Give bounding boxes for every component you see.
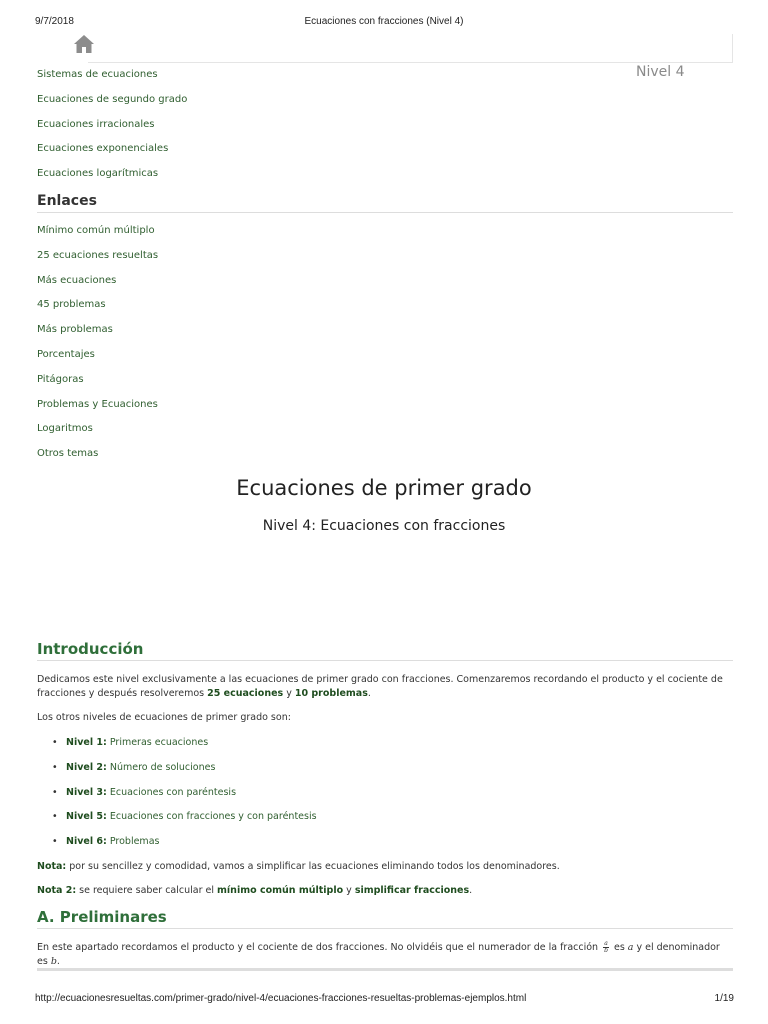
intro-paragraph	[37, 673, 733, 701]
level-desc: Problemas	[106, 836, 160, 848]
home-icon	[73, 34, 95, 54]
intro-text-end: .	[367, 688, 371, 699]
note-1-text: por su sencillez y comodidad, vamos a simplificar las ecuaciones eliminando todos los denominadores.	[66, 861, 560, 872]
content-bottom-divider	[37, 968, 733, 971]
level-indicator: Nivel 4	[636, 64, 685, 80]
nav-item-sistemas[interactable]	[37, 68, 187, 93]
link-mas-problemas[interactable]: Más problemas	[37, 324, 113, 336]
note-2-conj: y	[343, 885, 355, 896]
link-mcm[interactable]: Mínimo común múltiplo	[37, 225, 155, 236]
note-2-text: se requiere saber calcular el	[76, 885, 218, 896]
print-document-title: Ecuaciones con fracciones (Nivel 4)	[304, 16, 464, 27]
level-item-5[interactable]	[52, 810, 317, 835]
print-page-number: 1/19	[714, 993, 734, 1004]
bullet-icon: •	[52, 761, 58, 773]
print-footer	[0, 993, 768, 1009]
link-25-ecuaciones[interactable]: 25 ecuaciones resueltas	[37, 249, 159, 261]
levels-intro: Los otros niveles de ecuaciones de primer grado son:	[37, 712, 291, 723]
links-divider	[37, 212, 733, 213]
note-2-label: Nota 2:	[37, 885, 77, 896]
level-label: Nivel 6:	[66, 836, 107, 848]
bullet-icon: •	[52, 786, 58, 798]
var-b: b	[50, 956, 57, 967]
nav-item-label: Ecuaciones exponenciales	[37, 143, 169, 155]
fraction-a-over-b	[603, 941, 609, 954]
note-1	[37, 860, 733, 874]
levels-list	[52, 736, 317, 860]
nav-item-label: Ecuaciones logarítmicas	[37, 168, 159, 180]
prelim-heading: A. Preliminares	[37, 908, 167, 926]
note-2	[37, 884, 733, 898]
link-otros-temas[interactable]: Otros temas	[37, 448, 99, 460]
prelim-text: En este apartado recordamos el producto y el cociente de dos fracciones. No olvidéis que el numerador de la fracción	[37, 942, 602, 953]
print-date: 9/7/2018	[35, 16, 74, 27]
bullet-icon: •	[52, 811, 58, 823]
level-label: Nivel 5:	[66, 811, 107, 823]
link-10-problemas-inline[interactable]: 10 problemas	[294, 688, 368, 699]
fraction-denominator: b	[604, 947, 608, 954]
nav-item-exponenciales[interactable]	[37, 142, 187, 167]
link-mas-ecuaciones[interactable]: Más ecuaciones	[37, 274, 117, 286]
link-pitagoras[interactable]: Pitágoras	[37, 373, 84, 385]
level-label: Nivel 1:	[66, 737, 107, 748]
level-label: Nivel 3:	[66, 786, 107, 798]
nav-item-label: Sistemas de ecuaciones	[37, 69, 158, 80]
link-logaritmos[interactable]: Logaritmos	[37, 423, 93, 435]
link-problemas-ecuaciones[interactable]: Problemas y Ecuaciones	[37, 398, 158, 410]
note-1-label: Nota:	[37, 861, 67, 872]
page-title: Ecuaciones de primer grado	[236, 476, 532, 500]
link-25-ecuaciones-inline[interactable]: 25 ecuaciones	[207, 688, 284, 699]
nav-item-irracionales[interactable]	[37, 118, 187, 143]
prelim-divider	[37, 928, 733, 929]
link-45-problemas[interactable]: 45 problemas	[37, 299, 106, 311]
level-item-2[interactable]	[52, 761, 317, 786]
nav-item-label: Ecuaciones irracionales	[37, 118, 155, 130]
intro-divider	[37, 660, 733, 661]
prelim-text-mid: es	[610, 942, 628, 953]
intro-text: Dedicamos este nivel exclusivamente a las ecuaciones de primer grado con fracciones. Comenzaremos recordando el producto y el cociente de fracciones y después resolveremos	[37, 674, 723, 699]
link-porcentajes[interactable]: Porcentajes	[37, 348, 95, 360]
level-desc: Ecuaciones con paréntesis	[106, 786, 237, 798]
home-button[interactable]	[73, 34, 95, 54]
level-desc: Primeras ecuaciones	[106, 737, 209, 748]
nav-item-segundo-grado[interactable]	[37, 93, 187, 118]
bullet-icon: •	[52, 737, 58, 748]
var-a: a	[627, 942, 634, 953]
topbar-vertical-divider	[732, 34, 733, 62]
prelim-paragraph	[37, 941, 733, 969]
bullet-icon: •	[52, 836, 58, 848]
level-item-6[interactable]	[52, 835, 317, 860]
level-desc: Número de soluciones	[106, 761, 216, 773]
fraction-numerator: a	[604, 940, 608, 947]
links-list	[37, 224, 158, 472]
link-mcm-inline[interactable]: mínimo común múltiplo	[217, 885, 344, 896]
print-header	[0, 16, 768, 32]
links-heading: Enlaces	[37, 193, 97, 209]
level-item-3[interactable]	[52, 786, 317, 811]
page-subtitle: Nivel 4: Ecuaciones con fracciones	[262, 518, 506, 534]
nav-item-logaritmicas[interactable]	[37, 167, 187, 192]
level-label: Nivel 2:	[66, 761, 107, 773]
topic-nav	[37, 68, 187, 192]
prelim-text-mid2: y el denominador es	[37, 942, 720, 967]
link-simplificar-inline[interactable]: simplificar fracciones	[354, 885, 470, 896]
topbar-divider	[88, 62, 733, 63]
note-2-end: .	[469, 885, 473, 896]
prelim-text-end: .	[56, 956, 60, 967]
level-item-1[interactable]	[52, 736, 317, 761]
nav-item-label: Ecuaciones de segundo grado	[37, 93, 188, 105]
print-url: http://ecuacionesresueltas.com/primer-grado/nivel-4/ecuaciones-fracciones-resueltas-problemas-ejemplos.html	[35, 993, 527, 1004]
intro-text-conj: y	[283, 688, 295, 699]
level-desc: Ecuaciones con fracciones y con paréntesis	[106, 811, 317, 823]
intro-heading: Introducción	[37, 640, 144, 658]
